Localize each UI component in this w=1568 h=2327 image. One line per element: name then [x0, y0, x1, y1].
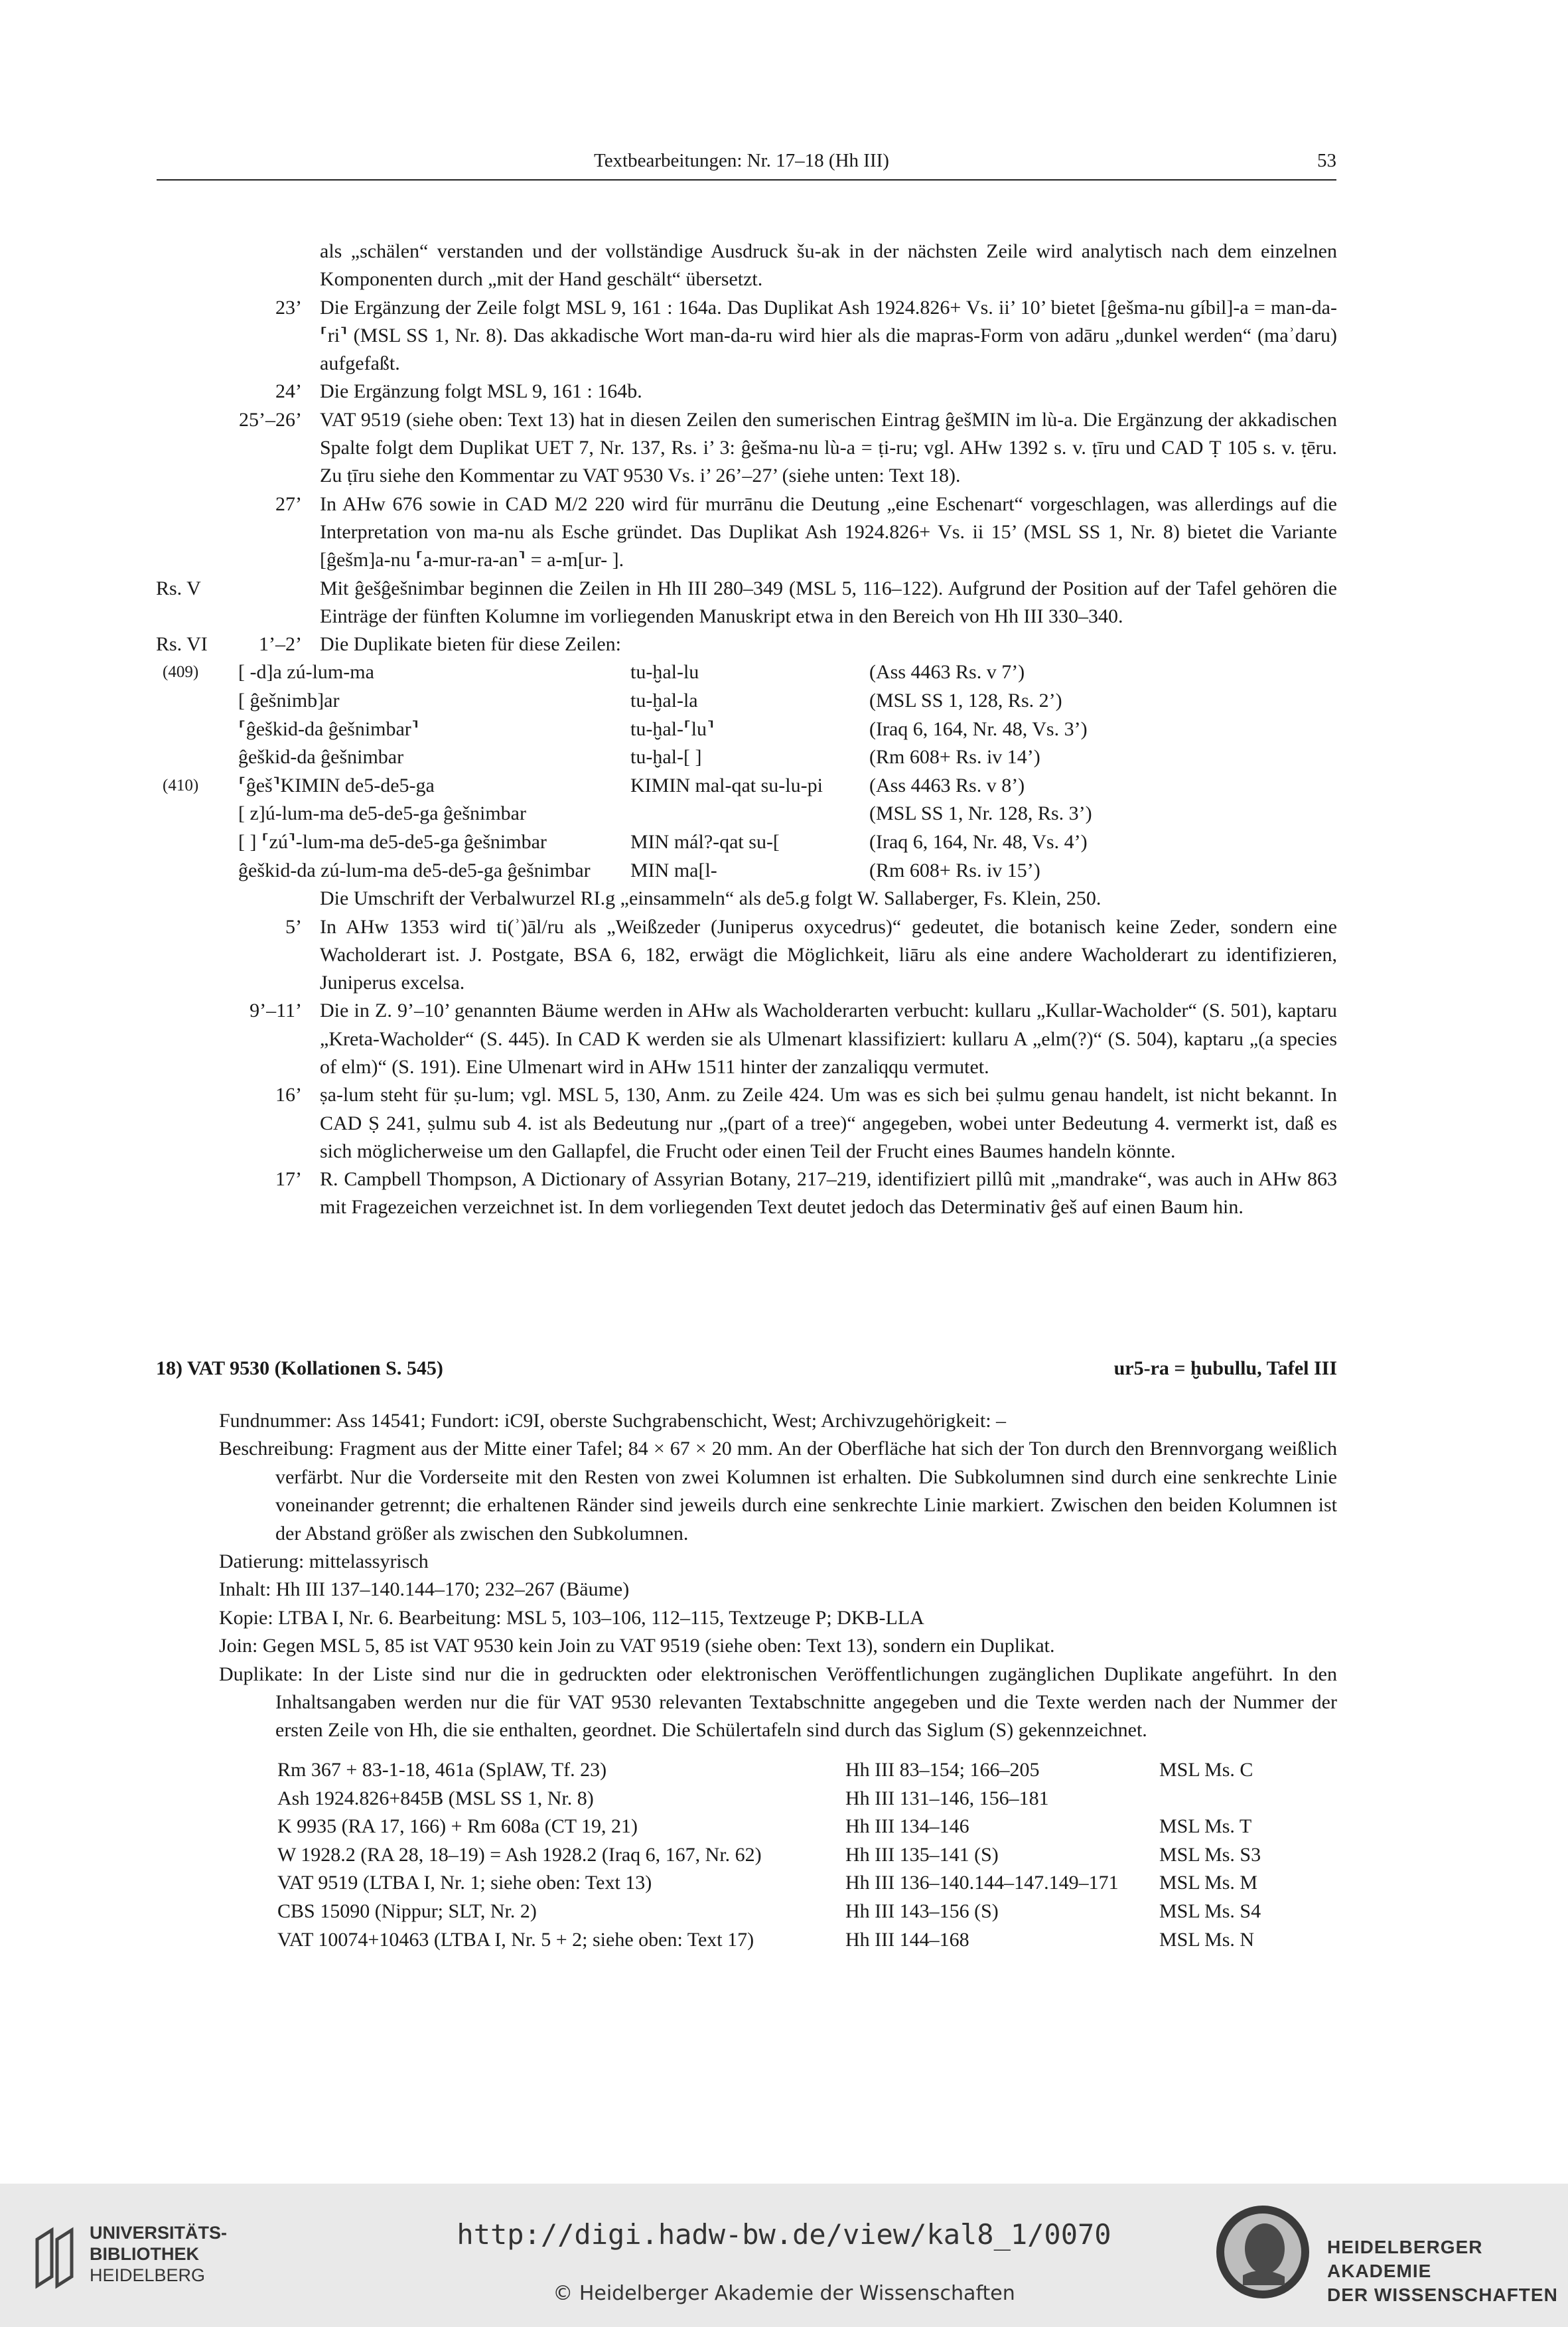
note-row — [156, 238, 1337, 294]
dup-line-number — [156, 857, 236, 885]
duplicate-siglum: MSL Ms. T — [1159, 1815, 1252, 1838]
dup-line-number — [156, 687, 236, 715]
duplicate-siglum: MSL Ms. C — [1159, 1759, 1253, 1781]
note-text: In AHw 1353 wird ti(ʾ)āl/ru als „Weißzeder (Juniperus oxycedrus)“ gedeutet, die botanisch keine Zeder, sondern eine Wacholderart ist. J. Postgate, BSA 6, 182, erwägt die Möglichkeit, liāru als eine andere Wacholderart zu identifizieren, Juniperus excelsa. — [320, 915, 1337, 994]
dup-akkadian: MIN mál?-qat su-[ — [630, 831, 780, 854]
dup-sumerian: [ -d]a zú-lum-ma — [238, 661, 374, 684]
duplicate-siglum — [1159, 1785, 1292, 1813]
dup-sumerian: ĝeškid-da ĝešnimbar — [238, 746, 404, 769]
metadata-entry: Kopie: LTBA I, Nr. 6. Bearbeitung: MSL 5, 103–106, 112–115, Textzeuge P; DKB-LLA — [219, 1606, 924, 1629]
duplicate-source: W 1928.2 (RA 28, 18–19) = Ash 1928.2 (Iraq 6, 167, Nr. 62) — [277, 1843, 762, 1866]
academy-name: HEIDELBERGER AKADEMIE DER WISSENSCHAFTEN — [1327, 2237, 1558, 2305]
dup-akkadian — [630, 800, 869, 828]
metadata-entry: Datierung: mittelassyrisch — [219, 1550, 429, 1573]
duplicate-siglum: MSL Ms. S3 — [1159, 1843, 1261, 1866]
dup-sumerian: [ ] ⸢zú⸣-lum-ma de5-de5-ga ĝešnimbar — [238, 831, 547, 854]
note-text: Die Duplikate bieten für diese Zeilen: — [320, 633, 621, 656]
header-rule — [157, 179, 1336, 181]
duplicate-range: Hh III 136–140.144–147.149–171 — [845, 1872, 1119, 1894]
note-text: Die Ergänzung folgt MSL 9, 161 : 164b. — [320, 380, 642, 403]
dup-line-number: (409) — [163, 663, 199, 682]
duplicate-row — [277, 1926, 1292, 1955]
note-label-column: Rs. V — [156, 577, 201, 599]
dup-source: (MSL SS 1, 128, Rs. 2’) — [869, 690, 1062, 712]
duplicate-range: Hh III 143–156 (S) — [845, 1900, 999, 1922]
note-row — [156, 1081, 1337, 1165]
note-label-column: Rs. VI — [156, 633, 208, 656]
note-row — [156, 631, 1337, 658]
dup-akkadian: tu-ḫal-la — [630, 690, 698, 712]
note-row — [156, 885, 1337, 913]
duplicate-siglum: MSL Ms. M — [1159, 1872, 1258, 1894]
duplicate-range: Hh III 83–154; 166–205 — [845, 1759, 1040, 1781]
duplicate-row — [277, 1841, 1292, 1870]
copyright-notice: © Heidelberger Akademie der Wissenschaften — [553, 2282, 1015, 2305]
note-text: R. Campbell Thompson, A Dictionary of Assyrian Botany, 217–219, identifiziert pillû mit „mandrake“, was auch in AHw 863 mit Fragezeichen verzeichnet ist. In dem vorliegenden Text deutet jedoch das Determinativ ĝeš auf einen Baum hin. — [320, 1168, 1337, 1219]
duplicate-range: Hh III 134–146 — [845, 1815, 969, 1838]
dup-source: (Ass 4463 Rs. v 7’) — [869, 661, 1025, 684]
dup-akkadian: MIN ma[l- — [630, 859, 717, 881]
note-text: als „schälen“ verstanden und der vollständige Ausdruck šu-ak in der nächsten Zeile wird analytisch nach dem einzelnen Komponenten durch „mit der Hand geschält“ übersetzt. — [320, 240, 1337, 291]
duplicates-list — [277, 1756, 1292, 1954]
dup-line-number — [156, 743, 236, 772]
note-label-line: 23’ — [275, 296, 302, 319]
duplicate-range: Hh III 144–168 — [845, 1928, 969, 1951]
dup-source: (Ass 4463 Rs. v 8’) — [869, 774, 1025, 796]
duplicate-row — [277, 1756, 1292, 1785]
note-text: ṣa-lum steht für ṣu-lum; vgl. MSL 5, 130, Anm. zu Zeile 424. Um was es sich bei ṣulmu genau handelt, ist nicht bekannt. In CAD Ṣ 241, ṣulmu sub 4. ist als Bedeutung nur „(part of a tree)“ angegeben, wobei unter Bedeutung 4. vermerkt ist, daß es sich möglicherweise um den Gallapfel, die Frucht oder einen Teil der Frucht eines Baumes handeln könnte. — [320, 1084, 1337, 1162]
note-text: In AHw 676 sowie in CAD M/2 220 wird für murrānu die Deutung „eine Eschenart“ vorgeschlagen, was allerdings auf die Interpretation von ma-nu als Esche gründet. Das Duplikat Ash 1924.826+ Vs. ii 15’ (MSL SS 1, Nr. 8) bietet die Variante [ĝešm]a-nu ⸢a-mur-ra-an⸣ = a-m[ur- ]. — [320, 492, 1337, 571]
text-metadata — [219, 1407, 1337, 1745]
note-label-line: 25’–26’ — [239, 408, 302, 431]
note-label-line: 24’ — [275, 380, 302, 403]
duplicate-row — [277, 1785, 1292, 1813]
note-row — [156, 294, 1337, 378]
permalink-url[interactable]: http://digi.hadw-bw.de/view/kal8_1/0070 — [457, 2218, 1111, 2251]
dup-akkadian: KIMIN mal-qat su-lu-pi — [630, 774, 823, 796]
duplicate-source: CBS 15090 (Nippur; SLT, Nr. 2) — [277, 1900, 537, 1922]
duplicate-source: VAT 10074+10463 (LTBA I, Nr. 5 + 2; siehe oben: Text 17) — [277, 1928, 754, 1951]
dup-akkadian: tu-ḫal-⸢lu⸣ — [630, 717, 715, 740]
note-text: Mit ĝešĝešnimbar beginnen die Zeilen in Hh III 280–349 (MSL 5, 116–122). Aufgrund der Position auf der Tafel gehören die Einträge der fünften Kolumne im vorliegenden Manuskript etwa in den Bereich von Hh III 330–340. — [320, 577, 1337, 627]
note-label-line: 17’ — [275, 1168, 302, 1191]
note-label-line: 9’–11’ — [249, 1000, 302, 1022]
section-title: 18) VAT 9530 (Kollationen S. 545) — [156, 1357, 443, 1379]
duplicate-range: Hh III 135–141 (S) — [845, 1843, 999, 1866]
duplicate-range: Hh III 131–146, 156–181 — [845, 1787, 1049, 1809]
note-row — [156, 1165, 1337, 1222]
dup-line-number — [156, 715, 236, 744]
note-row — [156, 378, 1337, 406]
duplicate-row — [277, 1898, 1292, 1926]
dup-source: (MSL SS 1, Nr. 128, Rs. 3’) — [869, 802, 1092, 825]
dup-source: (Rm 608+ Rs. iv 15’) — [869, 859, 1040, 881]
dup-source: (Iraq 6, 164, Nr. 48, Vs. 3’) — [869, 717, 1088, 740]
duplicate-row — [277, 1869, 1292, 1898]
dup-line-number — [156, 800, 236, 828]
note-row — [156, 575, 1337, 631]
note-row — [156, 406, 1337, 490]
dup-sumerian: [ z]ú-lum-ma de5-de5-ga ĝešnimbar — [238, 802, 526, 825]
duplicate-source: K 9935 (RA 17, 166) + Rm 608a (CT 19, 21) — [277, 1815, 638, 1838]
note-text: VAT 9519 (siehe oben: Text 13) hat in diesen Zeilen den sumerischen Eintrag ĝešMIN im lù-a. Die Ergänzung der akkadischen Spalte folgt dem Duplikat UET 7, Nr. 137, Rs. i’ 3: ĝešma-nu lù-a = ṭi-ru; vgl. AHw 1392 s. v. ṭīru und CAD Ṭ 105 s. v. ṭēru. Zu ṭīru siehe den Kommentar zu VAT 9530 Vs. i’ 26’–27’ (siehe unten: Text 18). — [320, 408, 1337, 487]
note-label-line: 16’ — [275, 1084, 302, 1106]
note-label-line: 27’ — [275, 492, 302, 515]
dup-sumerian: [ ĝešnimb]ar — [238, 690, 340, 712]
section-subtitle: ur5-ra = ḫubullu, Tafel III — [1113, 1357, 1337, 1379]
duplicate-source: Ash 1924.826+845B (MSL SS 1, Nr. 8) — [277, 1787, 594, 1809]
note-label-line: 1’–2’ — [259, 633, 302, 656]
metadata-entry: Join: Gegen MSL 5, 85 ist VAT 9530 kein Join zu VAT 9519 (siehe oben: Text 13), sondern ein Duplikat. — [219, 1635, 1055, 1657]
metadata-entry: Fundnummer: Ass 14541; Fundort: iC9I, oberste Suchgrabenschicht, West; Archivzugehörigkeit: – — [219, 1410, 1007, 1432]
note-label-line: 5’ — [285, 915, 302, 938]
note-row — [156, 997, 1337, 1081]
note-row — [156, 490, 1337, 575]
duplicate-source: Rm 367 + 83-1-18, 461a (SplAW, Tf. 23) — [277, 1759, 607, 1781]
dup-source: (Iraq 6, 164, Nr. 48, Vs. 4’) — [869, 831, 1088, 854]
metadata-entry: Beschreibung: Fragment aus der Mitte einer Tafel; 84 × 67 × 20 mm. An der Oberfläche hat sich der Ton durch den Brennvorgang weißlich verfärbt. Nur die Vorderseite mit den Resten von zwei Kolumnen ist erhalten. Die Subkolumnen sind durch eine senkrechte Linie voneinander getrennt; die erhaltenen Ränder sind jeweils durch eine senkrechte Linie markiert. Zwischen den beiden Kolumnen ist der Abstand größer als zwischen den Subkolumnen. — [219, 1438, 1337, 1544]
duplicate-row — [277, 1813, 1292, 1841]
metadata-entry: Inhalt: Hh III 137–140.144–170; 232–267 (Bäume) — [219, 1578, 630, 1601]
dup-line-number — [156, 828, 236, 857]
note-text: Die Umschrift der Verbalwurzel RI.g „einsammeln“ als de5.g folgt W. Sallaberger, Fs. Klein, 250. — [320, 887, 1102, 910]
academy-seal-icon — [1213, 2202, 1313, 2302]
commentary-notes — [156, 238, 1337, 1222]
dup-sumerian: ⸢ĝeškid-da ĝešnimbar⸣ — [238, 717, 419, 740]
dup-akkadian: tu-ḫal-lu — [630, 661, 699, 684]
dup-line-number: (410) — [163, 776, 199, 794]
page-number: 53 — [1317, 150, 1336, 171]
dup-source: (Rm 608+ Rs. iv 14’) — [869, 746, 1040, 769]
running-title: Textbearbeitungen: Nr. 17–18 (Hh III) — [594, 150, 889, 171]
dup-sumerian: ⸢ĝeš⸣KIMIN de5-de5-ga — [238, 774, 435, 796]
note-row — [156, 913, 1337, 998]
dup-sumerian: ĝeškid-da zú-lum-ma de5-de5-ga ĝešnimbar — [238, 859, 591, 881]
duplicate-source: VAT 9519 (LTBA I, Nr. 1; siehe oben: Text 13) — [277, 1872, 652, 1894]
duplicate-siglum: MSL Ms. S4 — [1159, 1900, 1261, 1922]
note-text: Die in Z. 9’–10’ genannten Bäume werden in AHw als Wacholderarten verbucht: kullaru „Kullar-Wacholder“ (S. 501), kaptaru „Kreta-Wacholder“ (S. 445). In CAD K werden sie als Ulmenart klassifiziert: kullaru A „elm(?)“ (S. 504), kaptaru „(a species of elm)“ (S. 191). Eine Ulmenart wird in AHw 1511 hinter der zanzaliqqu vermutet. — [320, 1000, 1337, 1078]
duplicate-siglum: MSL Ms. N — [1159, 1928, 1255, 1951]
dup-akkadian: tu-ḫal-[ ] — [630, 746, 702, 769]
footer-bar — [0, 2184, 1568, 2327]
metadata-entry: Duplikate: In der Liste sind nur die in gedruckten oder elektronischen Veröffentlichungen zugänglichen Duplikate angeführt. In den Inhaltsangaben werden nur die für VAT 9530 relevanten Textabschnitte angegeben und die Texte werden nach der Nummer der ersten Zeile von Hh, die sie enthalten, geordnet. Die Schülertafeln sind durch das Siglum (S) gekennzeichnet. — [219, 1663, 1337, 1742]
university-library-name: UNIVERSITÄTS- BIBLIOTHEK HEIDELBERG — [90, 2223, 228, 2285]
note-text: Die Ergänzung der Zeile folgt MSL 9, 161 : 164a. Das Duplikat Ash 1924.826+ Vs. ii’ 10’ bietet [ĝešma-nu gíbil]-a = man-da-⸢ri⸣ (MSL SS 1, Nr. 8). Das akkadische Wort man-da-ru wird hier als die mapras-Form von adāru „dunkel werden“ (maʾdaru) aufgefaßt. — [320, 296, 1337, 375]
duplicates-table — [0, 658, 1337, 885]
